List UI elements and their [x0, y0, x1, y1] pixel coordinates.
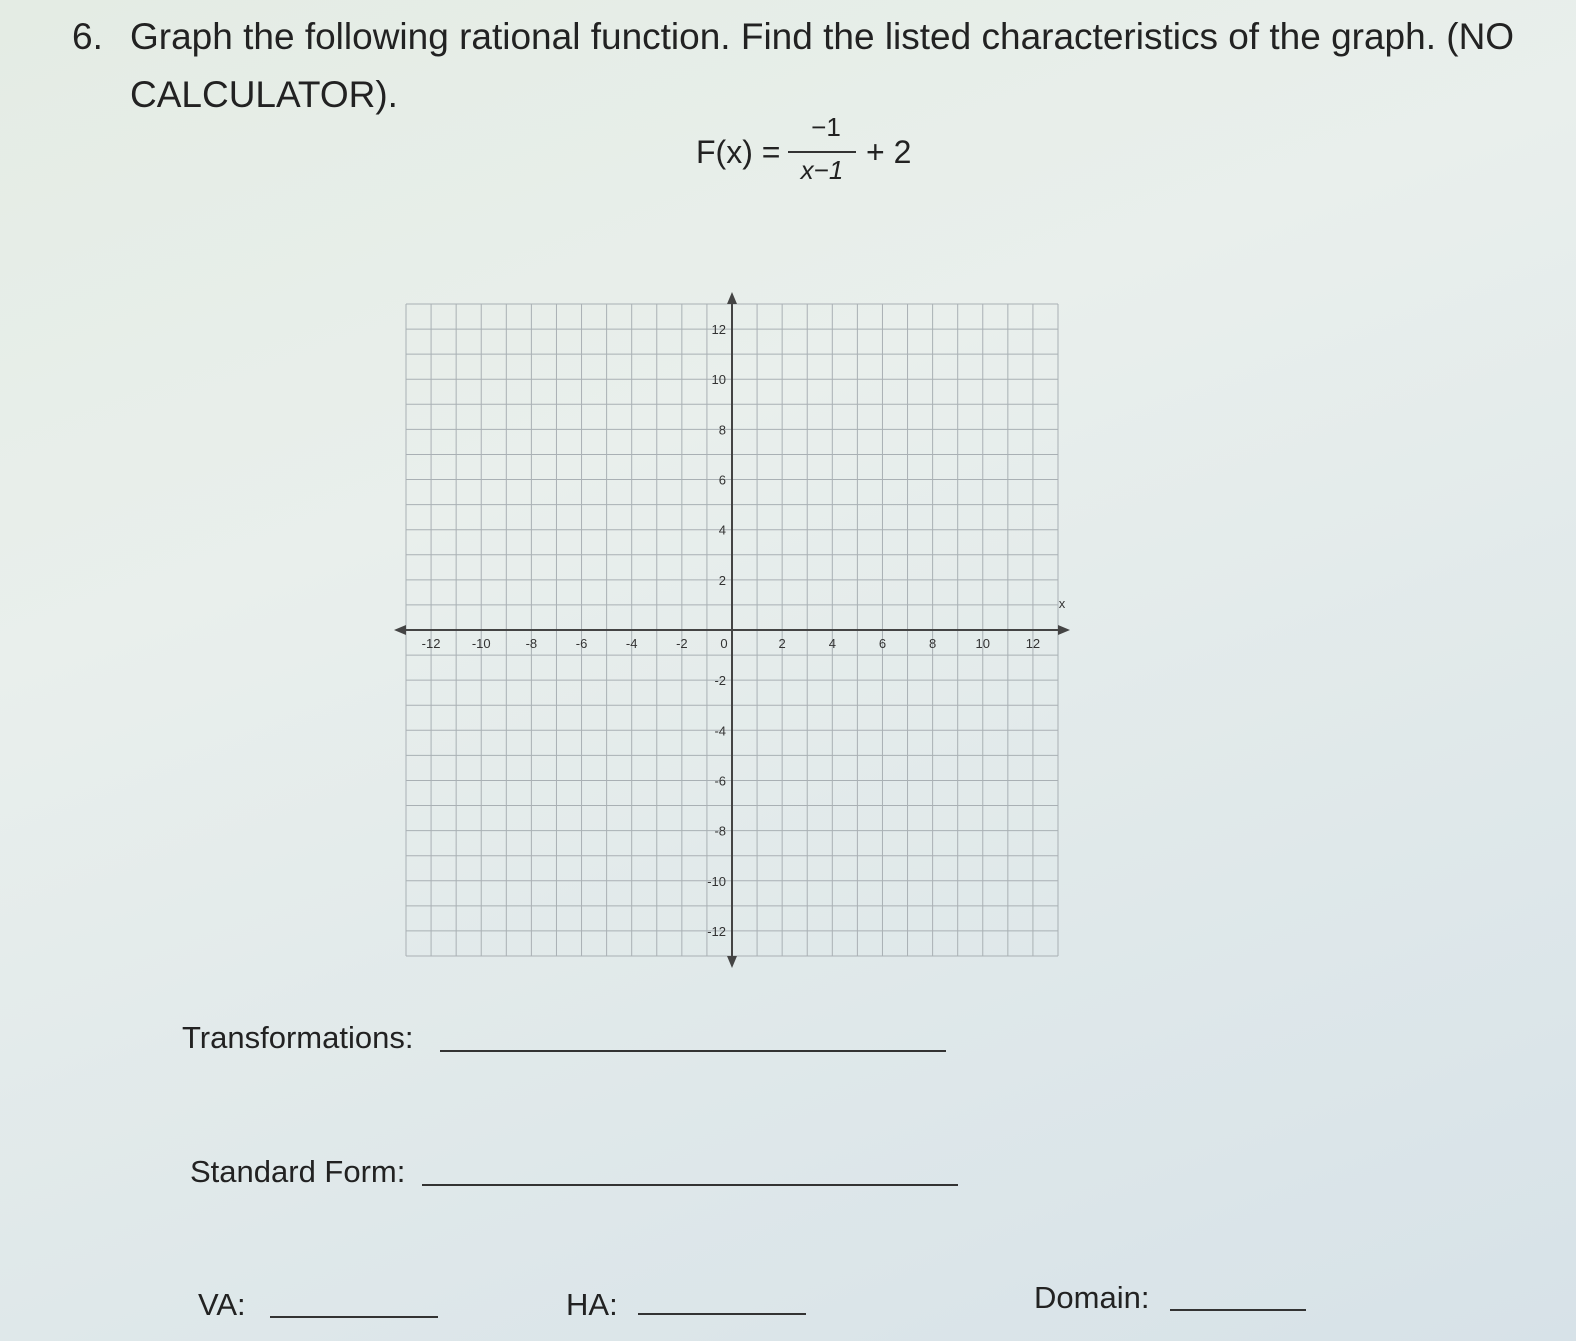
y-axis-up-arrow [727, 292, 737, 304]
ha-label: HA: [566, 1287, 618, 1322]
question-text-line1: Graph the following rational function. Find the listed characteristics of the graph. (NO [130, 16, 1515, 57]
y-tick-label: -4 [714, 723, 726, 739]
x-tick-label: 0 [720, 636, 728, 651]
domain-answer-line[interactable] [1170, 1309, 1306, 1311]
x-tick-label: 8 [928, 636, 937, 651]
y-tick-label: -12 [707, 923, 726, 939]
x-tick-label: -2 [676, 636, 688, 651]
formula-numerator: −1 [811, 112, 841, 142]
formula-rhs: + 2 [866, 134, 912, 170]
standard-form-answer-line[interactable] [422, 1184, 958, 1186]
question-text-line2: CALCULATOR). [130, 74, 398, 115]
y-tick-label: 6 [718, 472, 726, 488]
x-tick-label: 12 [1025, 636, 1041, 651]
transformations-label: Transformations: [182, 1020, 414, 1055]
x-axis-left-arrow [394, 625, 406, 635]
x-tick-label: -4 [625, 636, 638, 651]
va-answer-line[interactable] [270, 1316, 438, 1318]
x-axis-right-arrow [1058, 625, 1070, 635]
va-label: VA: [198, 1287, 246, 1322]
axes [394, 292, 1070, 968]
x-tick-label: -8 [525, 636, 538, 651]
ha-answer-line[interactable] [638, 1313, 806, 1315]
x-axis-label: x [1058, 596, 1066, 611]
domain-label: Domain: [1034, 1280, 1150, 1315]
formula-lhs: F(x) = [696, 134, 781, 170]
x-tick-label: -10 [471, 636, 491, 651]
y-tick-label: 4 [718, 522, 726, 538]
y-tick-label: 8 [718, 422, 726, 438]
question-number: 6. [72, 16, 103, 57]
y-tick-label: -2 [714, 673, 726, 689]
y-axis-down-arrow [727, 956, 737, 968]
x-tick-label: 6 [878, 636, 887, 651]
y-tick-label: 12 [711, 322, 726, 338]
y-tick-label: 10 [711, 372, 726, 388]
y-tick-label: -10 [707, 873, 726, 889]
coordinate-grid [392, 290, 1072, 970]
y-tick-label: 2 [718, 572, 726, 588]
x-tick-label: 4 [828, 636, 836, 651]
y-tick-label: -6 [714, 773, 726, 789]
transformations-answer-line[interactable] [440, 1050, 946, 1052]
fraction-bar [788, 151, 856, 153]
x-tick-label: -12 [421, 636, 441, 651]
x-tick-label: 2 [778, 636, 786, 651]
y-tick-label: -8 [714, 823, 726, 839]
x-tick-label: 10 [975, 636, 991, 651]
formula-denominator: x−1 [800, 155, 844, 185]
x-tick-label: -6 [575, 636, 588, 651]
standard-form-label: Standard Form: [190, 1154, 406, 1189]
